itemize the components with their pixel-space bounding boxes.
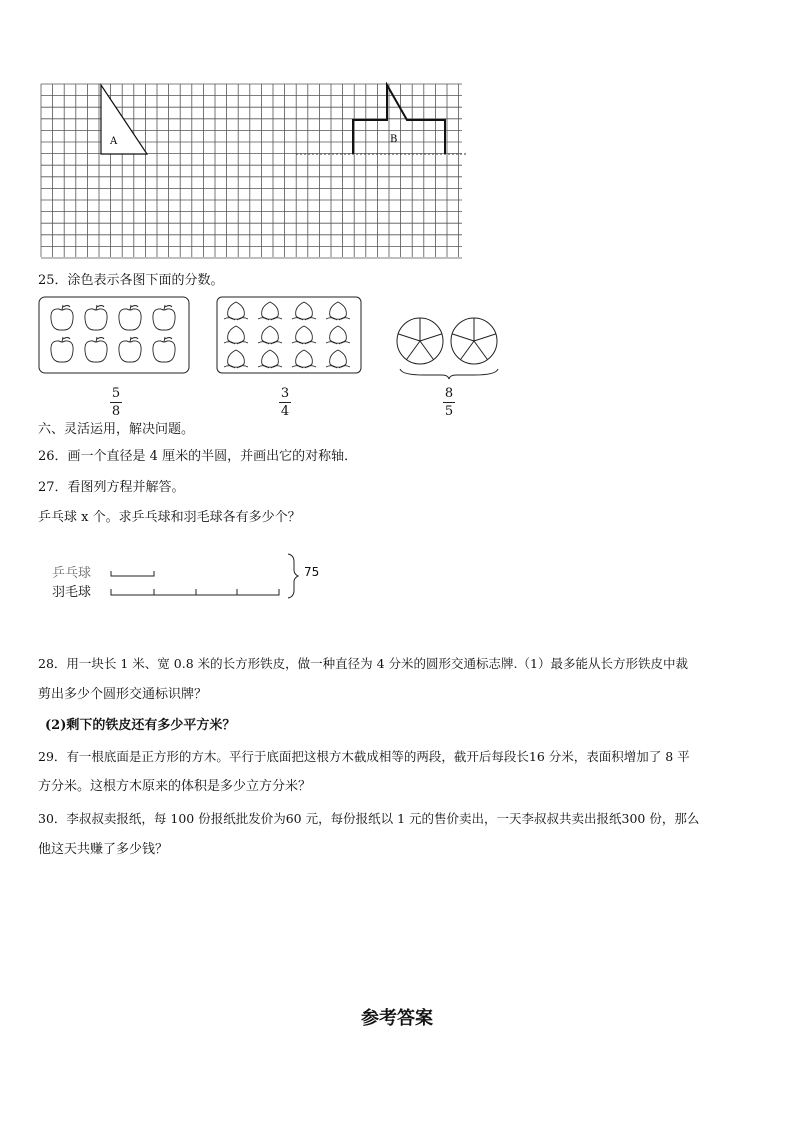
peach-icon bbox=[326, 302, 350, 320]
fraction-bar bbox=[279, 402, 291, 403]
question-30-line2: 他这天共赚了多少钱？ bbox=[38, 842, 169, 857]
peach-icon bbox=[292, 326, 316, 344]
fraction-bar bbox=[443, 402, 455, 403]
apple-icon bbox=[85, 305, 107, 330]
question-28-line3: (2)剩下的铁皮还有多少平方米？ bbox=[45, 718, 236, 733]
pie-circle bbox=[397, 318, 443, 364]
total-brace bbox=[288, 554, 298, 598]
question-27: 27．看图列方程并解答。 bbox=[38, 480, 185, 495]
question-29-line2: 方分米。这根方木原来的体积是多少立方分米？ bbox=[38, 779, 312, 794]
peach-icon bbox=[258, 302, 282, 320]
peach-icon bbox=[326, 326, 350, 344]
question-27-sub: 乒乓球 x 个。求乒乓球和羽毛球各有多少个？ bbox=[38, 510, 301, 525]
apple-group bbox=[51, 305, 175, 362]
fraction-numerator: 8 bbox=[444, 386, 454, 401]
fraction-numerator: 3 bbox=[280, 386, 290, 401]
section-6-heading: 六、灵活运用，解决问题。 bbox=[38, 422, 195, 437]
question-30-line1: 30．李叔叔卖报纸，每 100 份报纸批发价为60 元，每份报纸以 1 元的售价卖出，一天李叔叔共卖出报纸300 份，那么 bbox=[38, 811, 700, 826]
fraction-8-5 bbox=[434, 386, 464, 419]
shape-b-label: B bbox=[390, 134, 398, 145]
pie-circles bbox=[397, 318, 497, 364]
peach-group bbox=[224, 302, 350, 368]
apple-box bbox=[38, 296, 190, 374]
apple-icon bbox=[153, 305, 175, 330]
peach-icon bbox=[224, 326, 248, 344]
peach-icon bbox=[224, 350, 248, 368]
apple-icon bbox=[119, 305, 141, 330]
question-28-line2: 剪出多少个圆形交通标识牌？ bbox=[38, 687, 208, 702]
peach-icon bbox=[292, 302, 316, 320]
pingpong-segment bbox=[111, 571, 154, 576]
label-badminton: 羽毛球 bbox=[52, 585, 92, 600]
segment-diagram bbox=[105, 552, 305, 604]
question-26: 26．画一个直径是 4 厘米的半圆，并画出它的对称轴． bbox=[38, 449, 358, 464]
apple-icon bbox=[51, 337, 73, 362]
peach-icon bbox=[258, 350, 282, 368]
question-28-line1: 28．用一块长 1 米、宽 0.8 米的长方形铁皮，做一种直径为 4 分米的圆形交通标志牌.（1）最多能从长方形铁皮中裁 bbox=[38, 656, 688, 671]
fraction-bar bbox=[110, 402, 122, 403]
pie-circle bbox=[451, 318, 497, 364]
shape-a-label: A bbox=[110, 136, 118, 147]
peach-icon bbox=[258, 326, 282, 344]
fraction-numerator: 5 bbox=[111, 386, 121, 401]
peach-icon bbox=[326, 350, 350, 368]
answer-key-title: 参考答案 bbox=[361, 1008, 433, 1029]
label-pingpong: 乒乓球 bbox=[52, 566, 92, 581]
badminton-segment bbox=[111, 589, 279, 595]
total-75: 75 bbox=[304, 565, 320, 579]
question-25: 25．涂色表示各图下面的分数。 bbox=[38, 273, 224, 288]
apple-icon bbox=[51, 305, 73, 330]
apple-icon bbox=[119, 337, 141, 362]
circle-pair bbox=[394, 315, 504, 381]
grid-figure bbox=[38, 82, 468, 260]
peach-box bbox=[216, 296, 362, 374]
fraction-3-4 bbox=[270, 386, 300, 419]
fraction-5-8 bbox=[101, 386, 131, 419]
fraction-denominator: 5 bbox=[444, 404, 454, 419]
apple-icon bbox=[153, 337, 175, 362]
fraction-denominator: 4 bbox=[280, 404, 290, 419]
question-29-line1: 29．有一根底面是正方形的方木。平行于底面把这根方木截成相等的两段，截开后每段长16 分米，表面积增加了 8 平 bbox=[38, 749, 690, 764]
brace-under-circles bbox=[400, 369, 498, 379]
fraction-denominator: 8 bbox=[111, 404, 121, 419]
peach-icon bbox=[292, 350, 316, 368]
peach-icon bbox=[224, 302, 248, 320]
apple-icon bbox=[85, 337, 107, 362]
